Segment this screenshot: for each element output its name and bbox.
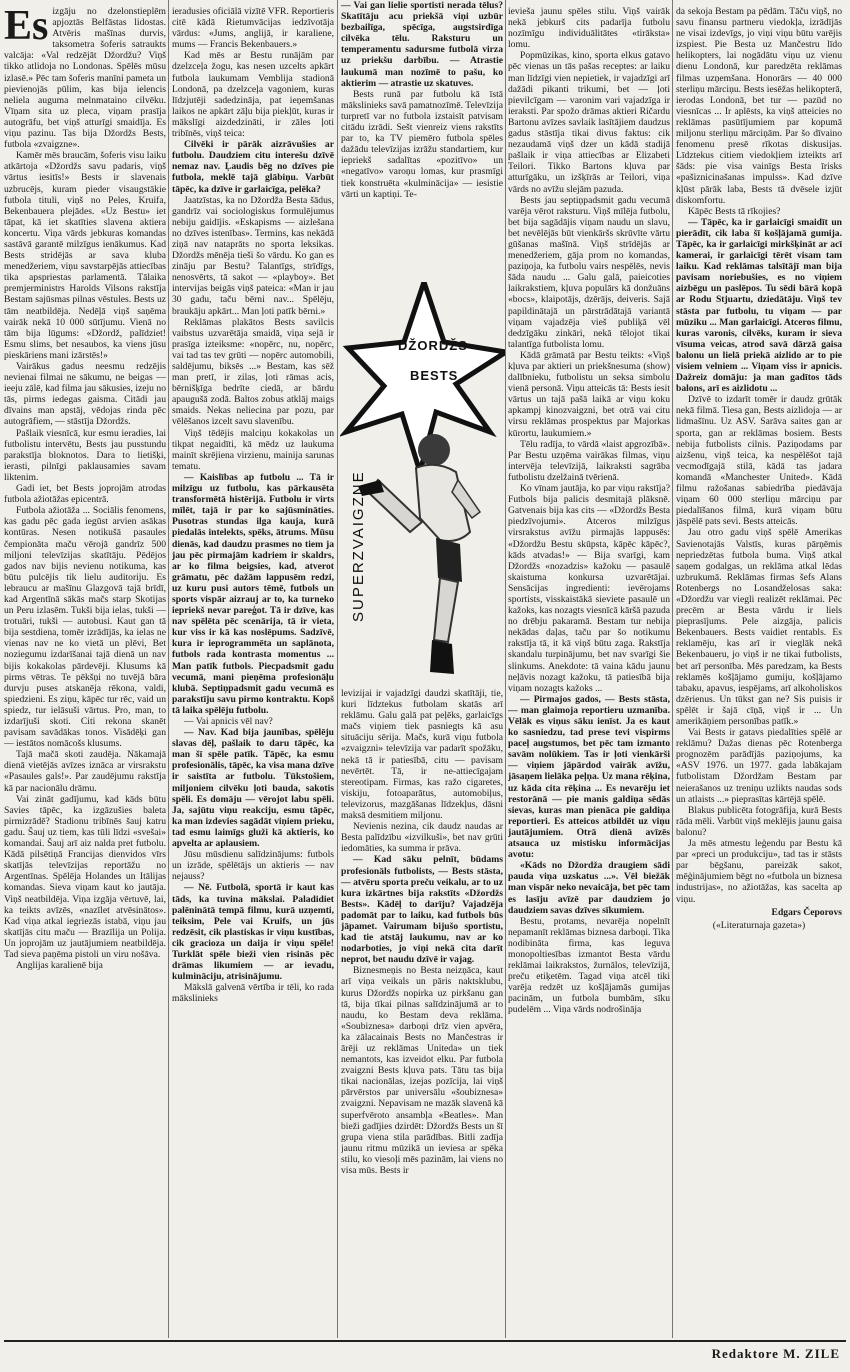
paragraph-bold: — Kaislības ap futbolu ... Tā ir milzīgu uz futbolu, kas pārkausēta transformētā histērijā. Futbolu ir virts mīlēt, tajā ir par ko sajūsmināties. Pusotras stundas ilga kauja, kurā piedalās intelekts, spēks, ātrums. Mūsu dienās, kad daudzu prasmes no tiem ja jau pēc pirmajām kadriem ir skaldrs, ar ko filma beigsies, kad, atverot grāmatu, pēc dažām lappusēm redzi, uz kuru pusi autors tēmē, futbols un sports vispār aizrauj ar to, ka turneko iepriekš nevar pareģot. Tā ir dzīve, kas nav spēlēta pēc scenārija, tā ir vieta, kur viss ir kā kas noslēpums. Sadzīvē, kura ir ieprogrammēta un saplānota, futbols rada kontrasta momentus ... Man patīk futbols. Piecpadsmit gadu vecumā, mani pieņēma profesionāļu klubā. Septiņpadsmit gadu vecumā es parakstīju savu pirmo kontraktu. Kopš tā laika spēlēju futbolu. [172, 471, 334, 716]
column-5 [676, 6, 842, 1338]
paragraph: Kāpēc Bests tā rīkojies? [688, 205, 781, 217]
editor-credit: Redaktore M. ZILE [711, 1346, 840, 1361]
paragraph: Tajā mačā skoti zaudēja. Nākamajā dienā vietējās avīzes iznāca ar virsrakstu «Pasaules gals!». Par zaudējumu rakstīja kā par nacionālu drāmu. [4, 749, 166, 794]
paragraph: Anglijas karalienē bija [16, 960, 103, 972]
source-note: («Literaturnaja gazeta») [712, 919, 806, 931]
paragraph: Vairākus gadus neesmu redzējis nevienai filmai ne sākumu, ne beigas — ieeju zālē, kad filma jau sākusies, izeju no tās, pirms iedegas gaisma. Citādi jau dīvains man apstāj, vēdojas rinda pēc autogrāfiem, — stāstīja Džordžs. [4, 361, 166, 428]
footer-rule [4, 1340, 846, 1342]
paragraph: Tēlu radīja, to vārdā «laist apgrozībā». Par Bestu uzņēma vairākas filmas, viņu intervēja televīzijā, laikraksti sagrāba futbolistu dzelžainā tvērienā. [508, 438, 670, 483]
star-title-line2: BESTS [410, 368, 459, 383]
paragraph: Ko vīnam jautāja, ko par viņu rakstīja? Futbols bija palicis desmitajā plāksnē. Gatvenais bija kas cits — «Džordžs Besta piedzīvojumi». Atceros milzīgus virsrakstus avīžu pirmajās lappusēs: «Džordžu Bestu skūpsta, kāpēc kāpēc?, kāds atvadas!» — Bija svarīgi, kam Džordžs «nozadzis» kažoku — pasaulē skaistuma konkursa uzvarētājai. Sensācijas ingredienti: ievērojams sportists, visskaistākā sieviete pasaulē un kažoks, kas nozagts viesnīcā kāršā pazuda no drēbju pakaramā. Bestam tur nebija nekādas daļas, taču par šo notikumu rakstīja tā, it kā viņš būtu zaga. Rakstīja skandalu turpinājumu, bet nav svarīgi šie slinkums. Anekdote: tā vaina kādu jaunu neļāvis nozagt kažoku, tā patiesībā bija viņam nozagts kažoks ... [508, 483, 670, 694]
paragraph-bold: — Vai gan lielie sportisti nerada tēlus? Skatītāju acu priekšā viņi uzbūr bezbailīga, spēcīga, augstsirdīga cilvēka tēlu. Raksturu un temperamentu sadursme futbolā virza uz priekšu darbību. — Atrastie laukumā man nozīmē to pašu, ko aktierim — atrastie uz skatuves. [341, 0, 503, 89]
paragraph: ieradusies oficiālā vizītē VFR. Reportieris citē kādā Rietumvācijas iedzīvotāja vārdus: «Jums, anglijā, ir karaliene, mums — Francis Bekenbauers.» [172, 6, 334, 51]
column-4 [508, 6, 670, 1338]
column-1 [4, 6, 166, 1338]
paragraph: Vai Bests ir gatavs piedalīties spēlē ar reklāmu? Dažas dienas pēc Rotenberga prognozēm parādījās paziņojums, ka «ASV 1976. un 1977. gada labākajam futbolistam Džordžam Bestam par neierašanos uz treniņu uzlikts naudas sods un atlaists ...» pieprasītas kārtējā spēlē. [676, 727, 842, 805]
paragraph-bold: Cilvēki ir pārāk aizrāvušies ar futbolu. Daudziem citu interešu dzīvē nemaz nav. Ļaudis bēg no dzīves pie futbola, meklē tajā glābiņu. Varbūt tāpēc, ka dzīve ir garlaicīga, pelēka? [172, 139, 334, 195]
paragraph: Bests runā par futbolu kā īstā mākslinieks savā pamatnozīmē. Televīzija turpretī var no futbola izstaisīt patvisam citādu izrādi. Sešt vienreiz viens rakstīts par to, ka TV piemēro futbola spēles dažādu televīzijas izrāžu standartiem, kur iepriekš sadalītas «pozitīvo» un «negatīvo» varoņu lomas, kur prasmīgi tiek konstruēta «kulminācija» — iesistie vārti un kaptiņi. Te- [341, 88, 503, 200]
paragraph: Kamēr mēs braucām, šoferis visu laiku atkārtoja «Džordžs savu padaris, viņš vārtus iesitīs!» Bests ir slavenais uzbrucējs, kuram pieder visaugstākie futbola tituli, viņš no Peles, Kruifa, Bekenbauera plejādes. «Uz Bestu» iet tāpat, kā iet skatīties slavena aktiera koncertu. Viņa vārds jebkuras komandas sastāvā garantē milzīgus ienākumus. Kad Bests stridējās ar sava kluba menedžeriem, viņu savstarpējās attiecības tika apspriestas parlamentā. Tālaika premjerministrs Harolds Vilsons rakstīja Bestam sajūsmas pilnas vēstules. Bests uz tām neatbildēja. Nedēļā viņš saņēma vairāk nekā 10 000 sūtījumu. Vienā no tām bija lūgums: «Džordž, palīdziet! Esmu slims, bet nesaubos, ka viens jūsu pieskāriens mani izārstēs!» [4, 150, 166, 361]
drop-cap: Es [4, 6, 49, 49]
paragraph: Kādā grāmatā par Bestu teikts: «Viņš kļuva par aktieri un priekšnesuma (show) dalībnieku, futbolistu un seksa simbolu vienā personā. Viņu atteicās tā: Bests iesit vārtus un tajā pašā laikā ar viņu koku apkampj kinozvaigzni, bet otrā vai citu virsu reklāmas prospektus par Majorkas kūrortu, laukumiem.» [508, 349, 670, 439]
paragraph: Jau otro gadu viņš spēlē Amerikas Savienotajās Valstīs, kuras pārņēmis nepriedzētas futbola buma. Viņš atkal saņem godalgas, un reklāma atkal lēdas uzbrukumā. Reklāmas firmas šefs Alans Rotenbergs no Losandželosas saka: «Džordžu var viegli realizēt reklāmai. Pēc precēm ar Besta vārdu ir liels pieprasījums. Pele aizgāja, palicis Bekenbauers. Bests vaidiet rentabls. Es reklamēju, kas arī ir vieglāk nekā Bekenbaueru, jo viņš ir ne tikai futbolists, bet arī personība. Mēs paredzam, ka Bests reklamēs košļājamo gumiju, košļājamo tabaku, apavus, iespējams, arī alkoholiskos dzērienus. Un tūkst gan ne? Sis puisis ir spēlēt ir šajā cīņā, viņš ir ... Un amerikāņiem personības patīk.» [676, 527, 842, 727]
paragraph: — Vai apnicis vēl nav? [184, 716, 273, 727]
paragraph-bold: — Nav. Kad bija jaunības, spēlēju slavas dēļ, pašlaik to daru tāpēc, ka man šī spēle patīk. Tāpēc, ka esmu profesionālis, tāpēc, ka visa mana dzīve ir saistīta ar futbolu. Tūkstošiem, miljoniem cilvēku ļoti bauda, sakotis spēli. Es domāju — vērojot labu spēli. Ja, sajūtu viņu reakciju, esmu tāpēc, ka man izdevies sagādāt viņiem prieku, tad esmu laimīgs gluži kā aktieris, ko apvelta ar aplausiem. [172, 727, 334, 850]
paragraph: Futbola ažiotāža ... Sociālis fenomens, kas gadu pēc gada iegūst arvien asākas kontūras. Nesen notikušā pasaules čempionāta maču vērojā gandrīz 500 miljoni televīzijas skatītāju. Pēdējos gados nav bijis nevienu notikuma, kas būtu pulcējis tik lielu auditoriju. Es lebraucu ar mašīnu Glazgovā tajā brīdī, kad Argentīnā sākās mačs starp Skotijas un Peru izlasēm. Tukši bija ielas, tukši — trotuāri, tukši — autobusi. Kaut gan tā bija sestdiena, tomēr izrādījās, ka ielas ne vienas nav ne ko vietā un plēvi, Bet noziegumu izdarīšanai tajā dienā un nav bijis kokakolas pārdevēji. Klusums kā pirms vētras. Te pēkšņi no tuvējā bāra durvju puses atskanēja rēkona, valdi, spiedzieni. Es ziņu, kāpēc tur rēc, vaid un spiedz, tur ielāsuši vārtus. Pro, man, to izdarījuši skoti. Citi rekona skanēt pavisam savādākas tonos. Visādēķi gan — iestātos nomācošs klusums. [4, 505, 166, 750]
paragraph: Viņš tēdējis malciņu kokakolas un tikpat negaidīti, kā mēdz uz laukuma mainīt skrējiena virzienu, mainija sarunas tematu. [172, 427, 334, 472]
column-3-top [341, 0, 503, 282]
paragraph: Dzīvē to izdarīt tomēr ir daudz grūtāk nekā filmā. Tiesa gan, Bests aizlidoja — ar lidmašīnu. Uz ASV. Sarāva saites gan ar sporta, gan ar reklāmas bosiem. Bests nebija futbolists cilnis. Paziņodams par aizšenu, viņš teica, ka nespēlēšot tajā vecmodīgajā stilā, kādā tas jadara komandā «Manchester United». Kādā filmu ražošanas sabiedrība piedāvāja viņam 60 000 sterliņu mārciņu par piedalīšanos filmā, kurā viņam būtu jāspēlē pats sevi. Bests atteicās. [676, 394, 842, 528]
paragraph-bold: — Kad sāku pelnīt, būdams profesionāls futbolists, — Bests stāsta, — atvēru sporta preču veikalu, ar to uz kura izkārtnes bija rakstīts «Džordžs Bests». Kādēļ to darīju? Vajadzēja padomāt par to laiku, kad futbols būs jāpamet. Vairumam bijušo sportistu, kad tie atstāj laukumu, nav ar ko nodarboties, jo viņi nekā cita darīt neprot, bet naudu dzīvē ir vajag. [341, 854, 503, 966]
column-divider [168, 0, 169, 1338]
paragraph: Nevienis nezina, cik daudz naudas ar Besta palīdzību «izvilkuši», bet nav grūti iedomāties, ka summa ir prāva. [341, 821, 503, 855]
column-divider [505, 0, 506, 1338]
column-2 [172, 6, 334, 1338]
paragraph: izgāju no dzelonstieplēm apjoztās Belfāstas lidostas. Atvēris mašīnas durvis, taksometra šoferis satraukts valcāja: «Val redzējāt Džordžu? Viņš tikko atlidoja no Londonas. Spēlēs mūsu izlasē.» Pēc tam šoferis manīni pameta un pievienojās pūlim, kas bija ielencis neliela auguma melnmataino cilvēku. Vīņam sita uz pleca, viņam prasīja autogrāfu, bet viņš atturīgi smaidīja. Es viņu pazinu. Tas bija Džordžs Bests, futbola «zvaigzne». [4, 6, 166, 151]
paragraph: Mākslā galvenā vērtība ir tēli, ko rada mākslinieks [172, 982, 334, 1005]
paragraph: ievieša jaunu spēles stilu. Viņš vairāk nekā jebkurš cits padarīja futbolu nozīmīgu individuālitātes «tirāksta» lomu. [508, 6, 670, 51]
paragraph: Bestu, protams, nevarēja nopelnīt nepamanīt reklāmas biznesa darboņi. Tika nodibināta firma, kas leguva monopoltiesības izmantot Besta vārdu reklāmai laikrakstos, žurnālos, televīzijā, preču etiķetēm. Tagad viņa atcēl tiki varēja redzēt uz košļājamās gumijas pacinām, un futbola bumbām, sīku pudelēm ... Viņa vārds nodrošināja [508, 915, 670, 1016]
paragraph-bold: «Kāds no Džordža draugiem sādi pauda viņa uzskatus ...». Vēl biežāk man vispār neko nevaicāja, bet pēc tam es lasīju avīzē par daudziem jo daudziem savas dzīves sīkumiem. [508, 860, 670, 916]
paragraph: Popmūzikas, kino, sporta elkus gatavo pēc vienas un tās pašas receptes: ar laiku man līdzīgi vien nepietiek, ir vajadzīgi arī dažādi pikanti trikumi, bet — ļoti pievilcīgam — varonim vari vajadzīga ir ieraksti. Par spožo drāmas aktieri Ričardu Bartonu avīzes savlaik lasītājiem daudzus gadus stāstīja tikai divus faktus: cik nezaudamā viņš dzer un kādā stadijā pašlaik ir viņa attiecības ar Elizabeti Teilori. Tikko Bartons kļuva par atturīgāku, un izšķīrās ar Teilori, viņa vārds no avīžu slejām pazuda. [508, 50, 670, 195]
column-3-bottom [341, 688, 503, 1338]
paragraph: Gadi iet, bet Bests joprojām atrodas futbola ažiotāžas epicentrā. [4, 483, 166, 506]
author-signature: Edgars Čeporovs [771, 906, 842, 918]
paragraph: Ja mēs atmestu leģendu par Bestu kā par «preci un produkciju», tad tas ir stāsts par bēgšanu, pareizāk sakot, mēģinājumiem bēgt no «futbola un biznesa industrijas», no ažiotāžas, kas sacelta ap viņu. [676, 838, 842, 905]
paragraph: Reklāmas plakātos Bests savilcis vaibstus uzvarētāja smaidā, viņa sejā ir prasīga izteiksme: «nopērc, nu, nopērc, vai tad tas tev grūti — nopērc automobili, saldējumu, biksēs ...» Bestam, kas sēž man pretī, ir zilas, ļoti rāmas acis, bērnišķīga bedrīte ciedā, ar bārdu apaugušā zodā. Baltos zobus atklāj maigs smaids. Nekas neliecina par pozu, par vēlēšanos izcelt savu slavenību. [172, 316, 334, 428]
superstar-illustration [340, 282, 506, 686]
paragraph: Vai zināt gadījumu, kad kāds būtu Savies tāpēc, ka izgāzušies baleta pirmizrādē? Stadionu tribīnēs šauj katru gadu. Šauj uz tiem, kas tūli līdzi «svešai» komandai. Šauj arī aiz nalda pret futbolu. Kādā pilsētiņā Francijas dienvidos vīrs skatījās televīzijas reportāžu no Argentīnas. Spēlēja Holandes un Itālijas komandas. Sieva viņam kaut ko jautāja. Viņš neatbildēja. Viņa izgāja vērtuvē, lai, ka teikts avīzēs, «nazīlet atvēsinātos». Kad viņa atkal iegriezās istabā, viņu jau skatījās citu maču — Brazīlija un Polija. Un joprojām uz jautājumiem neatbildēja. Tad sieva paņēma pistoli un viru nošāva. [4, 793, 166, 960]
paragraph: Jaatzīstas, ka no Džordža Besta šādus, gandrīz vai sociologiskus formulējumus nebiju gaidījis. «Eskapisms — aizlešana no dzīves istenības». Termins, kas nekādā ziņā nav nataprāts no sporta leksikas. Džordžs mēnēja tieši šo vārdu. Ko gan es zināju par Bestu? Talantīgs, strīdīgs, nenosvērts, tā sakot — «playboy». Bet intervijas beigās viņš pateica: «Man ir jau 30 gadu, taču bērni nav... Spēlēju, braukāju apkārt... Man ļoti patīk bērni.» [172, 194, 334, 317]
paragraph: Bests jau septiņpadsmit gadu vecumā varēja vērot raksturu. Viņš mīlēja futbolu, bet bija sagādājis viņam naudu un slavu, bet nevēlējās būt vienkāršs skrūvīte vārtu gūšanas mašīnā. Viņš strīdējās ar menedžeriem, gāja prom no komandas, paziņoja, ka futbolu vairs nespēlēs, nevis šāda naudu ... Galu galā, paieicoties laikrakstiem, kļuva populārs kā donžuāns «bocs», klaipotājs, dzērājs, deiveris. Sajā papildinātajā un pārstrādātajā variantā viņam vajadzēja vieš publiķā vēl dedzīgāku zinkāri, nekā tēlojot tikai talantīga futbolista lomu. [508, 194, 670, 350]
paragraph: Jūsu mūsdienu salīdzinājums: futbols un izrāde, spēlētājs un aktieris — nav nejauss? [172, 849, 334, 883]
column-divider [337, 0, 338, 1338]
paragraph-bold: — Tāpēc, ka ir garlaicīgi smaidīt un pierādīt, cik laba šī košļājamā gumija. Tāpēc, ka ir garlaicīgi mirkšķināt ar acī kamerai, ir garlaicīgi tērēt visam tam laiku. Kad reklāmas talsītājī man bija pavisam noriebušies, es no viņiem aizbēgu un paslēpos. Tu sēdi bārā kopā ar Rodu Stjuartu, dziedātāju. Viņš tev stāsta par futbolu, tu viņam — par mūziku ... Man garlaicīgi. Atceros filmu, kuras varonis, cilvēks, kuram ir sieva vīsuma veicas, atrod savā dārzā gaisa balonu un lielā priekā aizlido ar to pie visiem velniem ... Viņam viss ir apnicis. Dažreiz domāju: ja man gadītos tāds balons, arī es aizlidotu ... [676, 216, 842, 395]
paragraph-bold: — Pirmajos gados, — Bests stāsta, — man glaimoja reportieru uzmanība. Vēlāk es viņus sāku ienīst. Ja es kaut ko sasniedzu, tad prese tevi vispirms paceļ augstumos, bet pēc tam izmanto savām nolūkiem. Tas ir ļoti vienkārši — viņiem jāpārdod vairāk avīžu, jāsaņem lielāka peļņa. Uz mana rēķina, uz kāda cita rēķina ... Es nevarēju iet restorānā — pie manis galdiņa sēdās sievas, kuras man pienāca pie galdiņa reportieri. Es atteicos atbildēt uz viņu jautājumiem. Otrā dienā avīzēs atsauca uz mistisku informācijas avotu: [508, 693, 670, 861]
paragraph: Biznesmeņis no Besta neizņāca, kaut arī viņa veikals un pāris naktsklubu, kurus Džordžs nopirka uz pirkšanu gan tā, bija tīkai pilnas salīdzinājumā ar to naudu, ko Bestam deva reklāma. «Soubiznesa» darboņi drīz vien apvēra, ka zālacainais Bests no Mančestras ir ārēji uz reklāmas Uniteda» un tiek nemantots, kas izveidot elku. Par futbola zvaigzni Bests kļuva pats. Tātu tas bija tikai nacionālas, izejas pozīcija, lai viņš pārvērstos par universālu «šoubiznesa» zvaigzni. Nepavisam ne mazāk slavenā kā superfvēroto ansambļa «Beatles». Man bieži gadījies dzirdēt: Džordžs Bests un šī grupa viena stila parādības. Bitli zadīja jaunu ritmu mūzikā un ieviesa ar spēka stilu, ko viesoļi mēs pazinām, lai viens no visa mūs. Bests ir [341, 965, 503, 1177]
paragraph: Pašlaik viesnīcā, kur esmu ieradies, lai futbolistu intervētu, Bests jau pusstundu parakstīja bloknotos. Dara to lietišķi, ierasti, pilnīgi paklausamies savam liktenim. [4, 427, 166, 483]
paragraph: levizijai ir vajadzīgi daudzi skatītāji, tie, kuri līdztekus futbolam skatās arī reklāmu. Galu galā pat peļēks, garlaicīgs mačs viņiem tiek pasniegts kā asu situāciju sērija. Mačs, kurā viņu futbola «zvaigzni» televīzija var padarīt spožāku, nekā tā ir patiesībā, citu — pavisam nevērtēt. Tā, ir ne-attiecīgajam stereotipam. Firmas, kas ražo cigaretes, viskiju, fotoaparātus, automobiļus, televizorus, mazgāšanas līdzekļus, dāsni maksā desmitiem miljonu. [341, 688, 503, 822]
paragraph: Blakus publicēta fotogrāfija, kurā Bests rāda mēli. Varbūt viņš meklējis jaunu gaisa balonu? [676, 804, 842, 838]
star-title-line1: DŽORDŽS [398, 338, 468, 353]
paragraph: Kad mēs ar Bestu runājām par dzelzceļa žogu, kas nesen uzcelts apkārt futbola laukumam Vembliја stadionā Londonā, pa dzelzceļa vagoniem, kuras līdzjutēji sadedzināja, pat ieņemšanas laikos ne apkārt zāļu bija piekļūt, kuras ir mākslīgi aizdedzināti, ir zāles ļoti tribīnēs, viņš teica: [172, 50, 334, 140]
paragraph-bold: — Nē. Futbolā, sportā ir kaut kas tāds, ka tuvina mākslai. Paladidiet palēninātā tempā filmu, kurā uzņemti, teiksim, Pele vai Kruifs, un jūs redzēsit, cik plastiskas ir viņu kustības, cik graciozа un daija ir viņu spēle! Turklāt spēle bieži vien risinās pēc drāmas likumiem — ar ievadu, kulmināciju, atrisinājumu. [172, 882, 334, 983]
paragraph: da sekoja Bestam pa pēdām. Tāču viņš, no savu finansu partneru viedokļa, izrādījās ne visai izdevīgs, jo viņi viņu būtu varējis izspiest. Pie Besta uz Mančestru līdo helikopters, lai nogādātu viņu uz vienu dienu Londonā, kur paredzēta reklāmas filmas uzņemšana. Honorārs — 40 000 sterliņu mārciņu. Bests iesēžas helikopterā, ierodas Londonā, bet tur — pazūd no viesnīcas ... Ir aplēsts, ka viņš atteicies no reklāmas pasūtījumiem par kopumā miljonu sterliņu mārciņām. Par šo dīvaino fenomenu presē rīkotas diskusijas. Līdztekus citiem viedokļiem izteikts arī šāds: pie visa vainīgs Besta īrisks «pašiznicinašanas impulss». Kad dzīve kļūst pārāk laba, Bests tā dvēsele izjūt diskomfortu. [676, 6, 842, 206]
column-divider [672, 0, 673, 1338]
